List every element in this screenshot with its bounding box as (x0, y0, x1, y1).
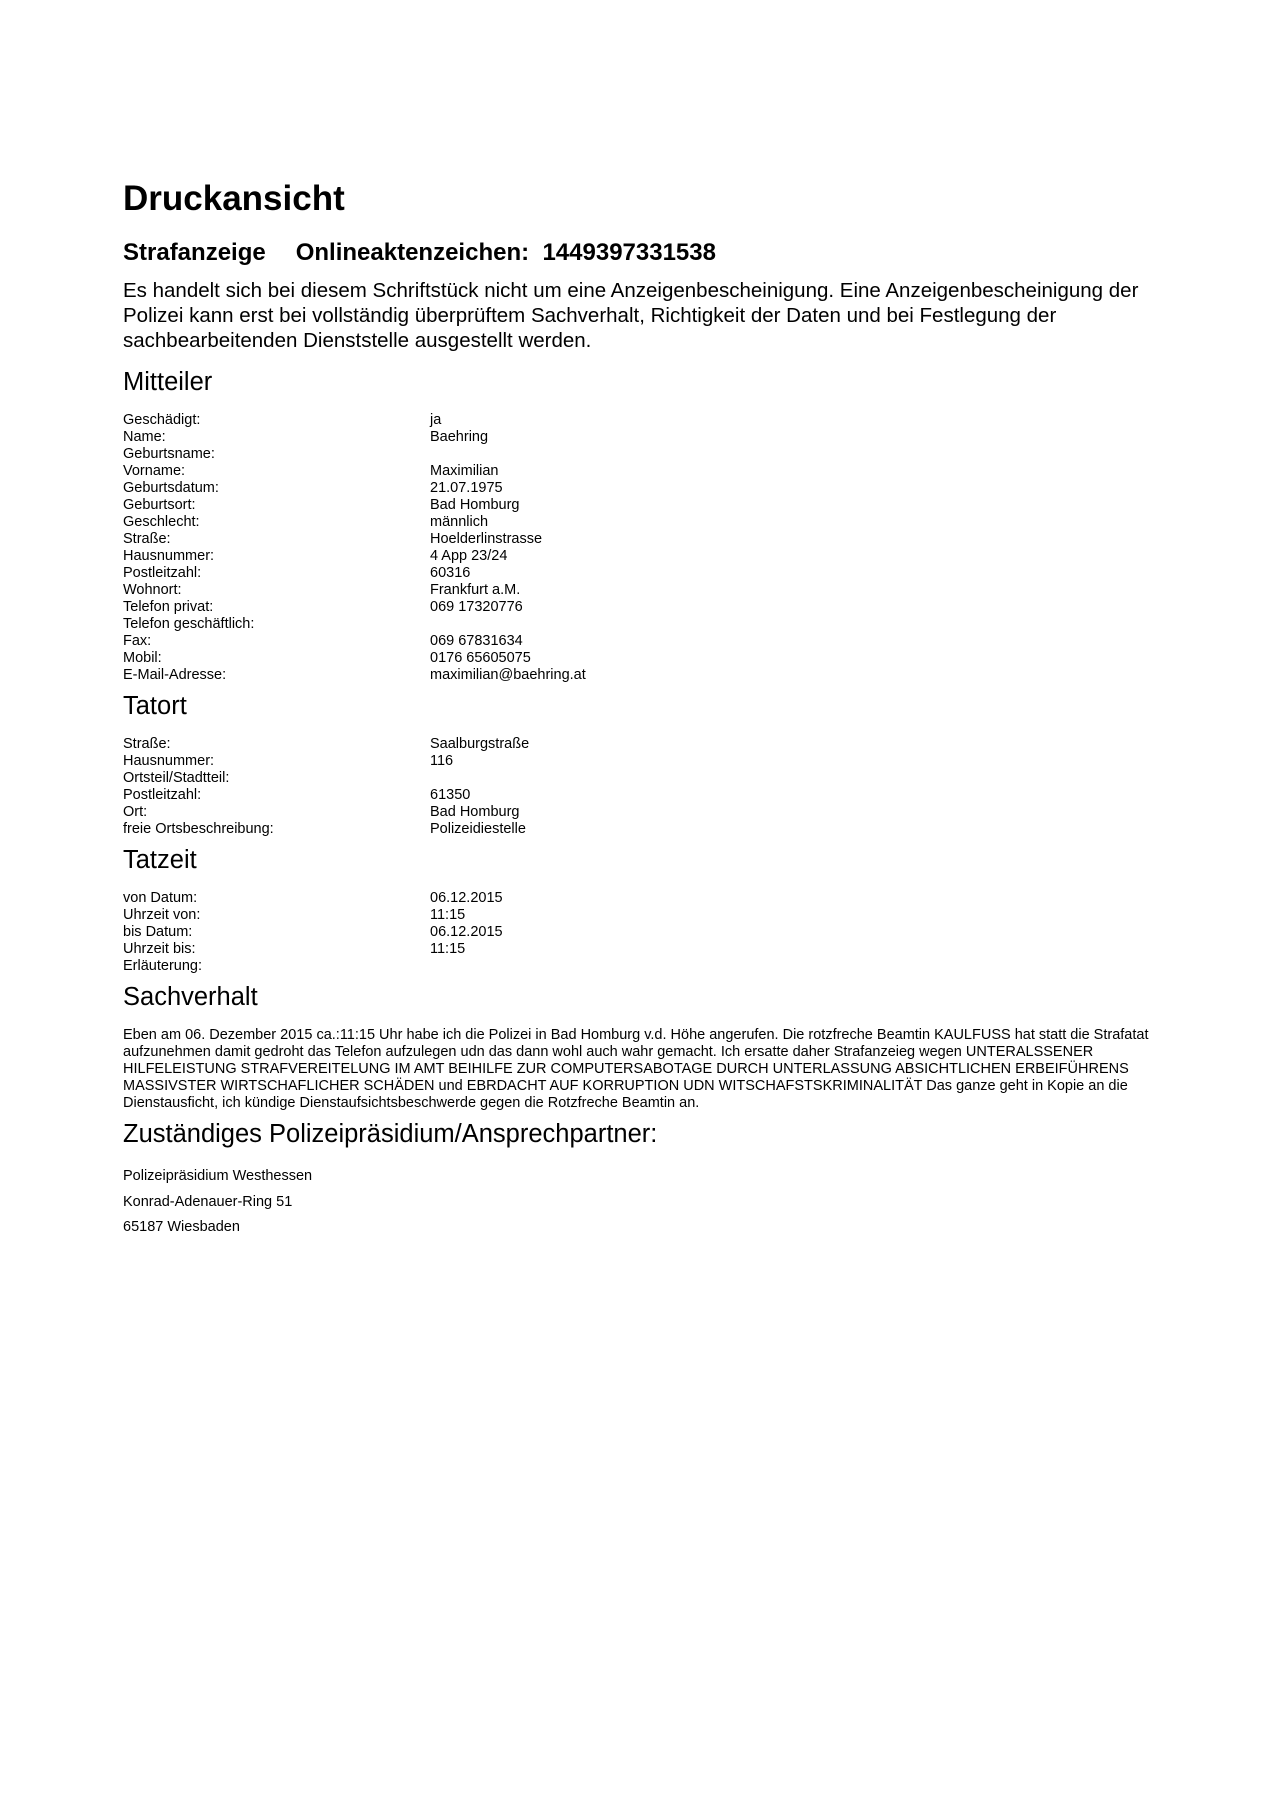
field-label: Straße: (123, 736, 171, 752)
page-title: Druckansicht (123, 179, 345, 218)
field-label: Fax: (123, 633, 152, 649)
field-label: bis Datum: (123, 924, 193, 940)
field-value: Bad Homburg (430, 497, 520, 513)
field-label: Hausnummer: (123, 548, 215, 564)
field-label: Vorname: (123, 463, 186, 479)
field-label: Postleitzahl: (123, 565, 202, 581)
field-row (123, 548, 1173, 565)
field-value: 4 App 23/24 (430, 548, 508, 564)
field-value: 60316 (430, 565, 471, 581)
sachverhalt-text: Eben am 06. Dezember 2015 ca.:11:15 Uhr habe ich die Polizei in Bad Homburg v.d. Höhe angerufen. Die rotzfreche Beamtin KAULFUSS hat statt die Strafatat aufzunehmen damit gedroht das Telefon aufzulegen udn das dann wohl auch wahr gemacht. Ich ersatte daher Strafanzeieg wegen UNTERALSSENER HILFELEISTUNG STRAFVEREITELUNG IM AMT BEIHILFE ZUR COMPUTERSABOTAGE DURCH UNTERLASSUNG ABSICHTLICHEN ERBEIFÜHRENS MASSIVSTER WIRTSCHAFLICHER SCHÄDEN und EBRDACHT AUF KORRUPTION UDN WITSCHAFSTSKRIMINALITÄT Das ganze geht in Kopie an die Dienstausficht, ich kündige Dienstaufsichtsbeschwerde gegen die Rotzfreche Beamtin an. (123, 1027, 1149, 1111)
field-label: freie Ortsbeschreibung: (123, 821, 274, 837)
field-row (123, 480, 1173, 497)
field-label: Telefon geschäftlich: (123, 616, 255, 632)
field-value: 06.12.2015 (430, 924, 503, 940)
contact-line: Konrad-Adenauer-Ring 51 (123, 1193, 293, 1210)
field-row (123, 821, 1173, 838)
field-label: Straße: (123, 531, 171, 547)
field-value: 06.12.2015 (430, 890, 503, 906)
reference-label: Onlineaktenzeichen: (295, 239, 530, 266)
field-label: Geburtsdatum: (123, 480, 219, 496)
section-heading-mitteiler: Mitteiler (123, 368, 213, 396)
field-row (123, 736, 1173, 753)
contact-line: Polizeipräsidium Westhessen (123, 1168, 313, 1184)
field-row (123, 650, 1173, 667)
field-label: Hausnummer: (123, 753, 215, 769)
field-value (430, 770, 1173, 787)
field-label: Geburtsort: (123, 497, 196, 513)
field-row (123, 616, 1173, 633)
field-value: Saalburgstraße (430, 736, 530, 752)
field-value: 21.07.1975 (430, 480, 503, 496)
field-label: Ort: (123, 804, 148, 820)
field-row (123, 907, 1173, 924)
field-value: 069 17320776 (430, 599, 523, 615)
field-label: Uhrzeit bis: (123, 941, 196, 957)
field-label: Geschlecht: (123, 514, 200, 530)
field-row (123, 531, 1173, 548)
field-row (123, 565, 1173, 582)
field-row (123, 412, 1173, 429)
field-row (123, 770, 1173, 787)
field-row (123, 804, 1173, 821)
field-row (123, 667, 1173, 684)
tatort-fields (123, 736, 1173, 838)
document-subtitle (123, 238, 1173, 268)
field-label: Erläuterung: (123, 958, 202, 974)
field-row (123, 582, 1173, 599)
field-value: 61350 (430, 787, 471, 803)
field-label: Geburtsname: (123, 446, 215, 462)
field-value: maximilian@baehring.at (430, 667, 586, 683)
field-row (123, 958, 1173, 975)
section-heading-tatort: Tatort (123, 692, 187, 720)
field-value: 069 67831634 (430, 633, 523, 649)
field-label: Postleitzahl: (123, 787, 202, 803)
field-label: E-Mail-Adresse: (123, 667, 227, 683)
field-row (123, 890, 1173, 907)
field-label: Uhrzeit von: (123, 907, 201, 923)
field-value (430, 616, 1173, 633)
field-value: ja (430, 412, 442, 428)
field-row (123, 497, 1173, 514)
field-value: männlich (430, 514, 489, 530)
field-row (123, 514, 1173, 531)
field-row (123, 429, 1173, 446)
field-label: Geschädigt: (123, 412, 201, 428)
field-value: 0176 65605075 (430, 650, 531, 666)
field-value: Frankfurt a.M. (430, 582, 521, 598)
police-contact-address (123, 1164, 1173, 1241)
field-value (430, 958, 1173, 975)
field-value: 11:15 (430, 941, 466, 957)
field-row (123, 633, 1173, 650)
report-type: Strafanzeige (123, 239, 266, 266)
field-row (123, 787, 1173, 804)
field-row (123, 446, 1173, 463)
field-value: Polizeidiestelle (430, 821, 526, 837)
field-value: Hoelderlinstrasse (430, 531, 543, 547)
field-label: Telefon privat: (123, 599, 214, 615)
section-heading-tatzeit: Tatzeit (123, 846, 197, 874)
section-heading-sachverhalt: Sachverhalt (123, 983, 258, 1011)
tatzeit-fields (123, 890, 1173, 975)
field-row (123, 599, 1173, 616)
field-label: Ortsteil/Stadtteil: (123, 770, 230, 786)
field-value: Bad Homburg (430, 804, 520, 820)
field-row (123, 753, 1173, 770)
mitteiler-fields (123, 412, 1173, 684)
field-label: Mobil: (123, 650, 162, 666)
field-label: Name: (123, 429, 166, 445)
disclaimer-paragraph: Es handelt sich bei diesem Schriftstück nicht um eine Anzeigenbescheinigung. Eine Anzeigenbescheinigung der Polizei kann erst bei vollständig überprüftem Sachverhalt, Richtigkeit der Daten und bei Festlegung der sachbearbeitenden Dienststelle ausgestellt werden. (123, 279, 1139, 352)
reference-number: 1449397331538 (542, 239, 716, 266)
contact-line: 65187 Wiesbaden (123, 1219, 240, 1235)
field-value: 11:15 (430, 907, 466, 923)
field-label: Wohnort: (123, 582, 182, 598)
field-value: 116 (430, 753, 454, 769)
section-heading-zustaendig: Zuständiges Polizeipräsidium/Ansprechpartner: (123, 1120, 658, 1148)
field-row (123, 924, 1173, 941)
field-row (123, 463, 1173, 480)
print-view-page (123, 176, 1173, 1241)
field-value (430, 446, 1173, 463)
field-label: von Datum: (123, 890, 198, 906)
field-value: Maximilian (430, 463, 499, 479)
field-row (123, 941, 1173, 958)
field-value: Baehring (430, 429, 489, 445)
